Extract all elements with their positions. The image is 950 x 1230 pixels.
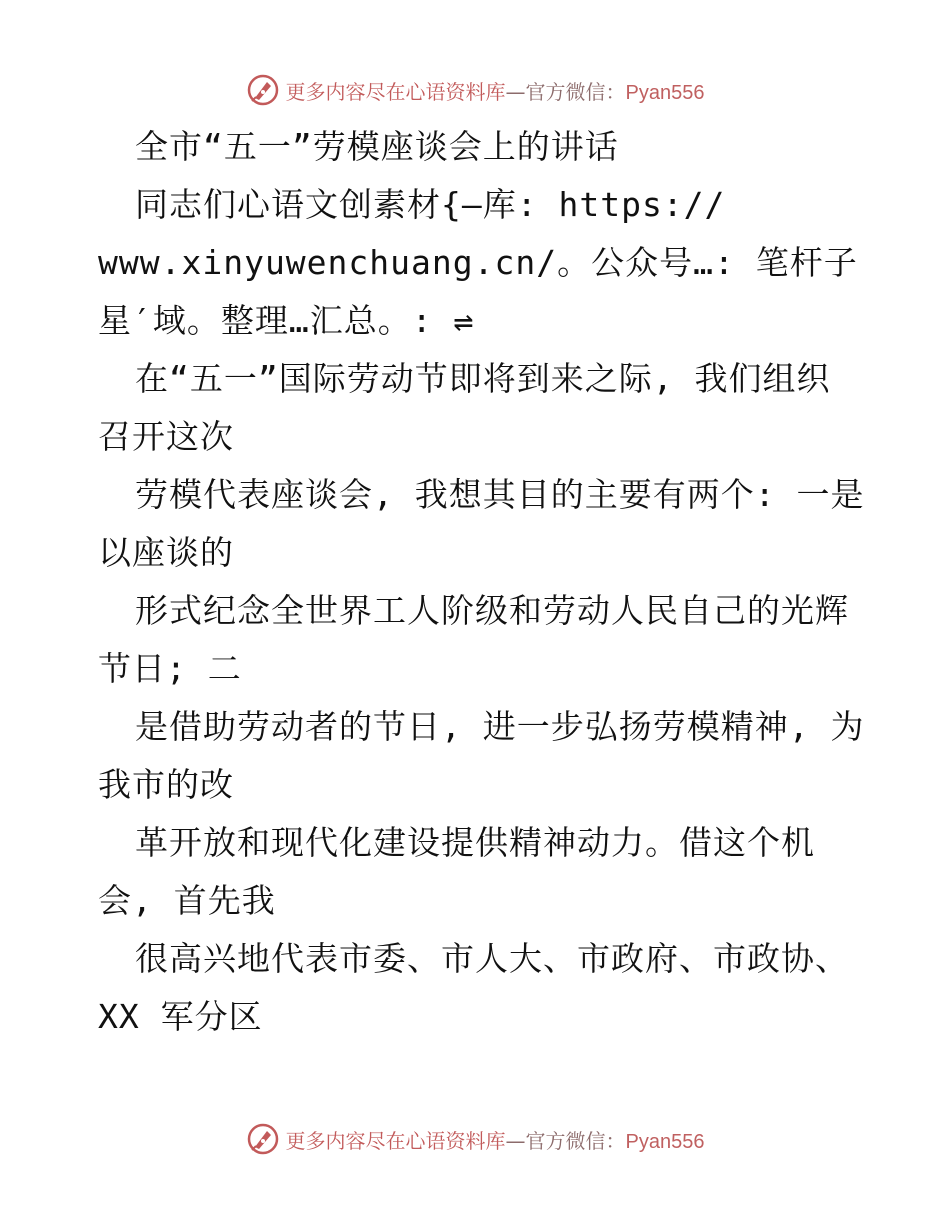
header-dash: — — [505, 79, 526, 104]
doc-line: 以座谈的 — [98, 533, 234, 572]
header-wechat-label: 官方微信： — [525, 79, 626, 104]
doc-line: 星′域。整理…汇总。: ⇌ — [98, 301, 475, 340]
pen-nib-logo-icon — [246, 73, 280, 107]
pen-nib-logo-icon — [246, 1122, 280, 1156]
header-wechat-id: Pyan556 — [625, 81, 705, 104]
header-brand-text: 更多内容尽在心语资料库 — [285, 79, 506, 104]
doc-title: 全市“五一”劳模座谈会上的讲话 — [135, 127, 619, 166]
document-body — [98, 118, 878, 1046]
doc-line: 节日; 二 — [98, 649, 242, 688]
doc-line: www.xinyuwenchuang.cn/。公众号…: 笔杆子 — [98, 243, 858, 282]
doc-line: 形式纪念全世界工人阶级和劳动人民自己的光辉 — [135, 591, 849, 630]
doc-line: 会, 首先我 — [98, 881, 276, 920]
footer-brand-text: 更多内容尽在心语资料库 — [285, 1128, 506, 1153]
doc-line: 在“五一”国际劳动节即将到来之际, 我们组织 — [135, 359, 831, 398]
footer-banner[interactable] — [0, 1119, 950, 1159]
doc-line: 我市的改 — [98, 765, 234, 804]
footer-wechat-label: 官方微信： — [525, 1128, 626, 1153]
doc-line: 很高兴地代表市委、市人大、市政府、市政协、 — [135, 939, 849, 978]
doc-line: 召开这次 — [98, 417, 234, 456]
doc-line: XX 军分区 — [98, 997, 263, 1036]
footer-dash: — — [505, 1128, 526, 1153]
doc-line: 是借助劳动者的节日, 进一步弘扬劳模精神, 为 — [135, 707, 865, 746]
doc-line: 同志们心语文创素材{—库: https:// — [135, 185, 726, 224]
header-banner-text — [286, 76, 705, 105]
header-banner[interactable] — [0, 70, 950, 110]
footer-wechat-id: Pyan556 — [625, 1130, 705, 1153]
doc-line: 革开放和现代化建设提供精神动力。借这个机 — [135, 823, 815, 862]
doc-line: 劳模代表座谈会, 我想其目的主要有两个: 一是 — [135, 475, 865, 514]
footer-banner-text — [286, 1125, 705, 1154]
